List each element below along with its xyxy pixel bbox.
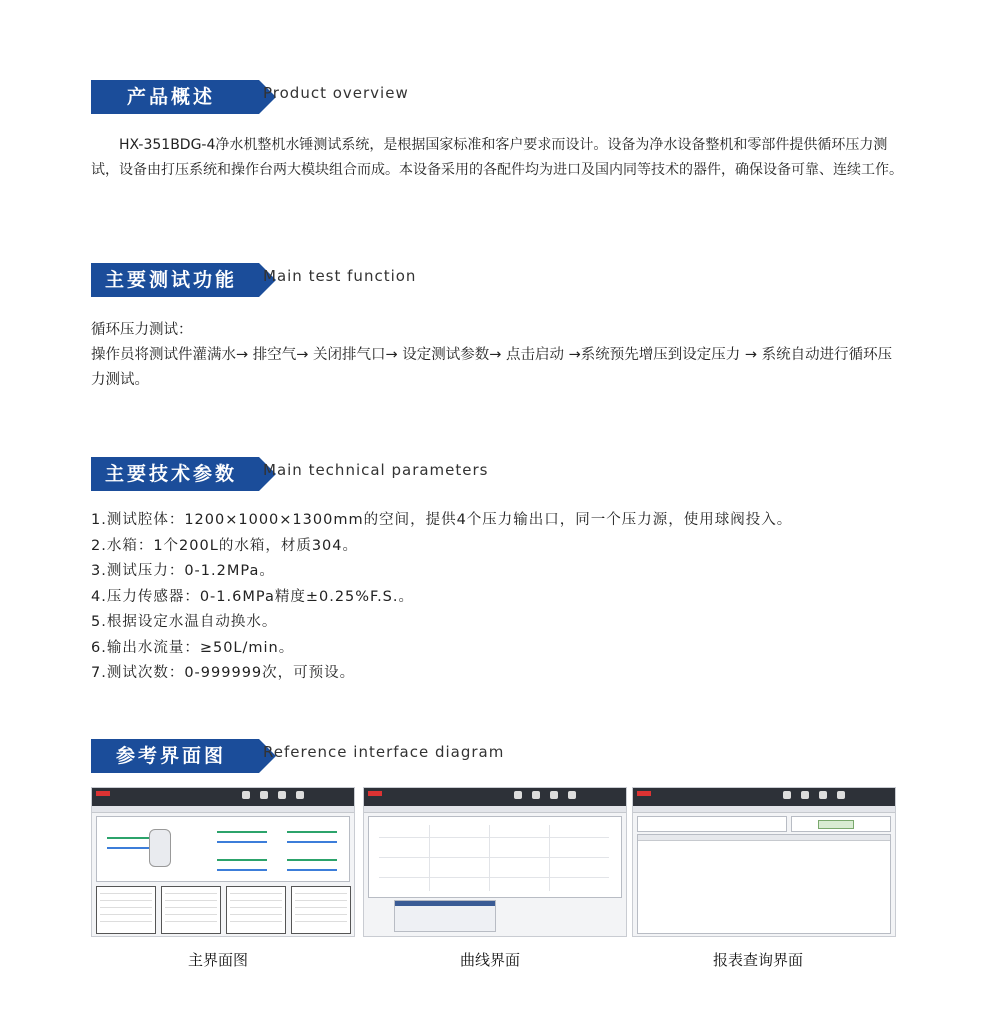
report-interface-thumbnail	[632, 787, 896, 937]
overview-title-cn: 产品概述	[126, 86, 215, 108]
row	[165, 894, 217, 901]
user-icon	[532, 791, 540, 799]
settings-icon	[819, 791, 827, 799]
grid-line	[379, 877, 609, 878]
grid-line	[549, 825, 550, 891]
row	[295, 887, 347, 894]
dialog-titlebar	[395, 901, 495, 906]
curve-control-dialog	[394, 900, 496, 932]
home-icon	[242, 791, 250, 799]
thumb-subbar	[364, 806, 626, 813]
table-header	[638, 835, 890, 841]
logo-icon	[96, 791, 110, 796]
param-item: 7.测试次数：0-999999次，可预设。	[91, 665, 356, 681]
pipe	[217, 869, 267, 871]
settings-icon	[278, 791, 286, 799]
curve-plot-panel	[368, 816, 622, 898]
functions-body	[91, 318, 906, 393]
functions-label: 循环压力测试：	[91, 322, 193, 338]
thumb-diagram-panel	[96, 816, 350, 882]
parameters-title-cn: 主要技术参数	[104, 463, 237, 485]
station-table	[226, 886, 286, 934]
functions-title-cn: 主要测试功能	[104, 269, 237, 291]
pipe	[217, 859, 267, 861]
export-icon	[818, 820, 854, 829]
row	[295, 894, 347, 901]
interface-tag	[91, 739, 259, 773]
grid-line	[429, 825, 430, 891]
pipe	[287, 841, 337, 843]
settings-icon	[550, 791, 558, 799]
caption-report: 报表查询界面	[713, 951, 804, 969]
overview-title-en: Product overview	[263, 84, 409, 102]
pipe	[107, 837, 149, 839]
row	[165, 908, 217, 915]
row	[100, 887, 152, 894]
row	[230, 901, 282, 908]
overview-tag	[91, 80, 259, 114]
grid-line	[379, 837, 609, 838]
chart-icon	[296, 791, 304, 799]
interface-title-en: Reference interface diagram	[263, 743, 505, 761]
logo-icon	[368, 791, 382, 796]
pipe	[287, 831, 337, 833]
home-icon	[783, 791, 791, 799]
functions-text: 操作员将测试件灌满水→ 排空气→ 关闭排气口→ 设定测试参数→ 点击启动 →系统预先增压到设定压力 → 系统自动进行循环压力测试。	[91, 347, 893, 388]
pipe	[217, 841, 267, 843]
param-item: 4.压力传感器：0-1.6MPa精度±0.25%F.S.。	[91, 588, 414, 605]
home-icon	[514, 791, 522, 799]
parameters-title-en: Main technical parameters	[263, 461, 489, 479]
interface-title-cn: 参考界面图	[115, 745, 226, 767]
caption-curve: 曲线界面	[460, 951, 521, 969]
export-panel	[791, 816, 891, 832]
thumb-subbar	[92, 806, 354, 813]
row	[100, 901, 152, 908]
functions-tag	[91, 263, 259, 297]
functions-title-en: Main test function	[263, 267, 417, 285]
row	[100, 915, 152, 922]
station-table	[161, 886, 221, 934]
row	[165, 887, 217, 894]
row	[230, 887, 282, 894]
row	[230, 915, 282, 922]
row	[100, 908, 152, 915]
param-item: 3.测试压力：0-1.2MPa。	[91, 563, 275, 579]
thumb-titlebar	[92, 788, 354, 806]
query-filter-panel	[637, 816, 787, 832]
row	[230, 908, 282, 915]
row	[295, 908, 347, 915]
parameters-tag	[91, 457, 259, 491]
param-item: 5.根据设定水温自动换水。	[91, 614, 278, 630]
overview-text: HX-351BDG-4净水机整机水锤测试系统，是根据国家标准和客户要求而设计。设备为净水设备整机和零部件提供循环压力测试，设备由打压系统和操作台两大模块组合而成。本设备采用的各配件均为进口及国内同等技术的器件，确保设备可靠、连续工作。	[91, 137, 903, 178]
station-table	[96, 886, 156, 934]
row	[295, 915, 347, 922]
param-item: 2.水箱：1个200L的水箱，材质304。	[91, 537, 358, 554]
curve-interface-thumbnail	[363, 787, 627, 937]
pipe	[107, 847, 149, 849]
row	[100, 894, 152, 901]
interface-thumbnails	[91, 787, 908, 969]
row	[295, 901, 347, 908]
param-item: 6.输出水流量：≥50L/min。	[91, 639, 295, 656]
user-icon	[260, 791, 268, 799]
pipe	[287, 859, 337, 861]
row	[165, 901, 217, 908]
chart-icon	[568, 791, 576, 799]
thumb-subbar	[633, 806, 895, 813]
logo-icon	[637, 791, 651, 796]
main-interface-thumbnail	[91, 787, 355, 937]
row	[230, 894, 282, 901]
row	[165, 915, 217, 922]
report-icon	[837, 791, 845, 799]
report-table	[637, 834, 891, 934]
param-item: 1.测试腔体：1200×1000×1300mm的空间，提供4个压力输出口，同一个压力源，使用球阀投入。	[91, 512, 793, 528]
user-icon	[801, 791, 809, 799]
caption-main: 主界面图	[188, 951, 249, 969]
tank-icon	[149, 829, 171, 867]
grid-line	[379, 857, 609, 858]
pipe	[217, 831, 267, 833]
parameters-list	[91, 508, 906, 687]
station-table	[291, 886, 351, 934]
thumb-titlebar	[633, 788, 895, 806]
grid-line	[489, 825, 490, 891]
pipe	[287, 869, 337, 871]
thumb-titlebar	[364, 788, 626, 806]
